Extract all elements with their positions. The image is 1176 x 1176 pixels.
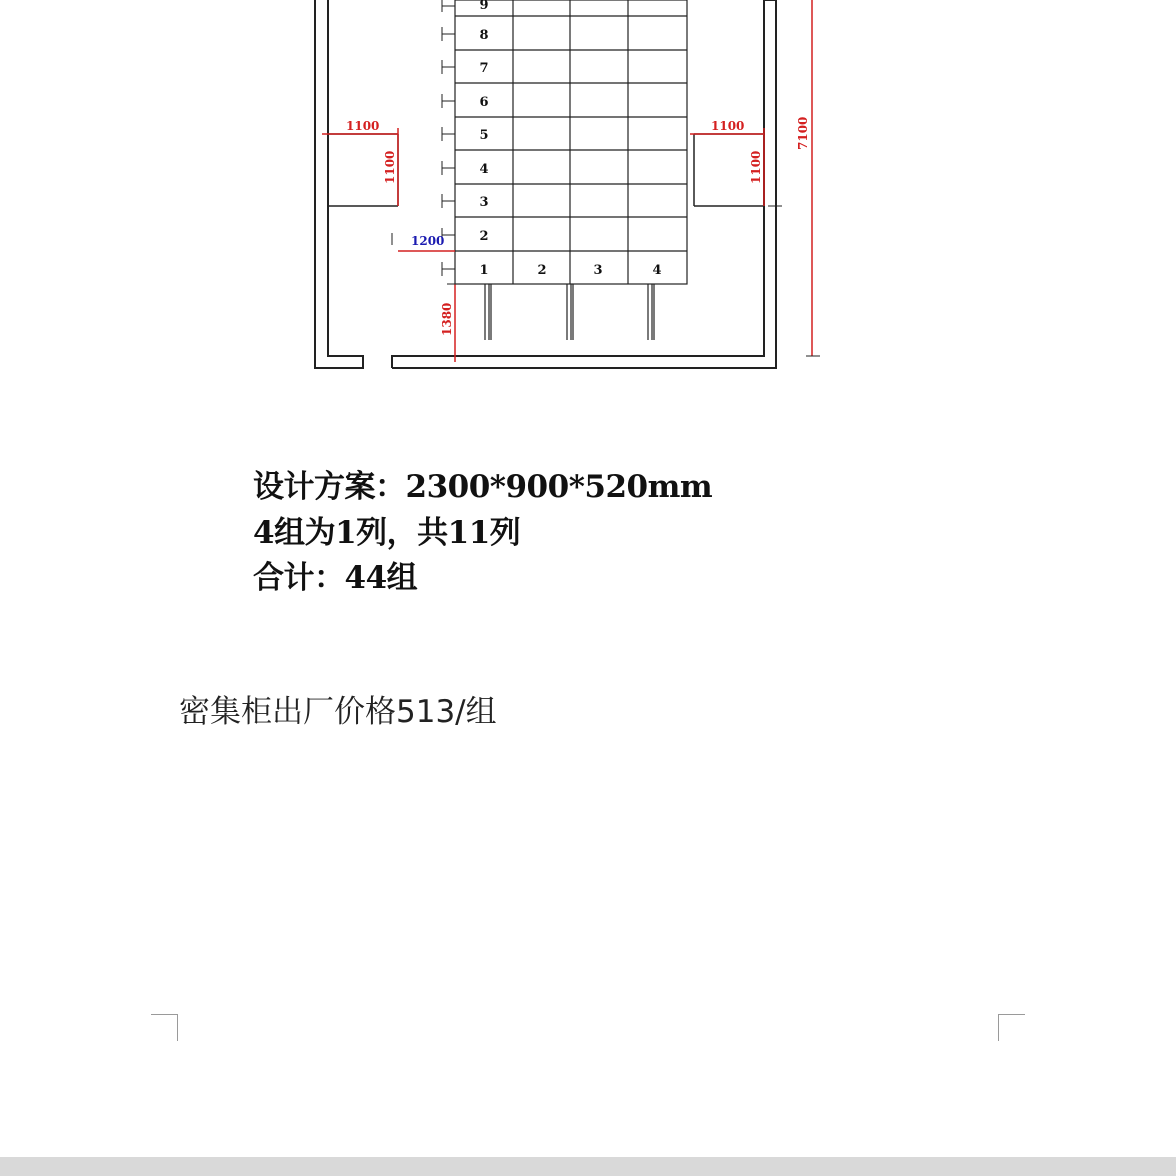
cabinet-rails [485,284,654,340]
cabinet-row-number: 2 [479,229,489,244]
spec-column-line: 4组为1列，共11列 [253,515,521,551]
spec-total-line: 合计：44组 [253,560,418,596]
dimension-right-height: 1100 [749,150,763,184]
cabinet-col-number: 3 [593,263,603,278]
cabinet-col-number: 4 [652,263,662,278]
page-corner-mark-left [151,1014,178,1041]
dimension-total-length: 7100 [796,116,810,150]
bottom-scroll-area[interactable] [0,1157,1176,1176]
cabinet-row-number: 5 [479,128,489,143]
dimension-front-clearance: 1380 [440,302,454,336]
cabinet-row-number: 7 [479,61,489,76]
cabinet-row-number: 9 [479,0,489,13]
dimension-left-height: 1100 [383,150,397,184]
price-note: 密集柜出厂价格513/组 [179,694,497,730]
dimension-extension-lines [392,206,820,356]
dimension-left-width: 1100 [346,119,380,133]
dimension-right-width: 1100 [711,119,745,133]
cabinet-row-number: 1 [479,263,489,278]
floor-plan-drawing [0,0,1176,400]
cabinet-row-number: 3 [479,195,489,210]
cabinet-grid [455,0,687,284]
dimension-aisle-width: 1200 [411,234,445,248]
cabinet-row-number: 8 [479,28,489,43]
spec-design-line: 设计方案：2300*900*520mm [253,469,713,505]
page-corner-mark-right [998,1014,1025,1041]
cabinet-col-number: 2 [537,263,547,278]
cabinet-row-number: 6 [479,95,489,110]
cabinet-row-number: 4 [479,162,489,177]
